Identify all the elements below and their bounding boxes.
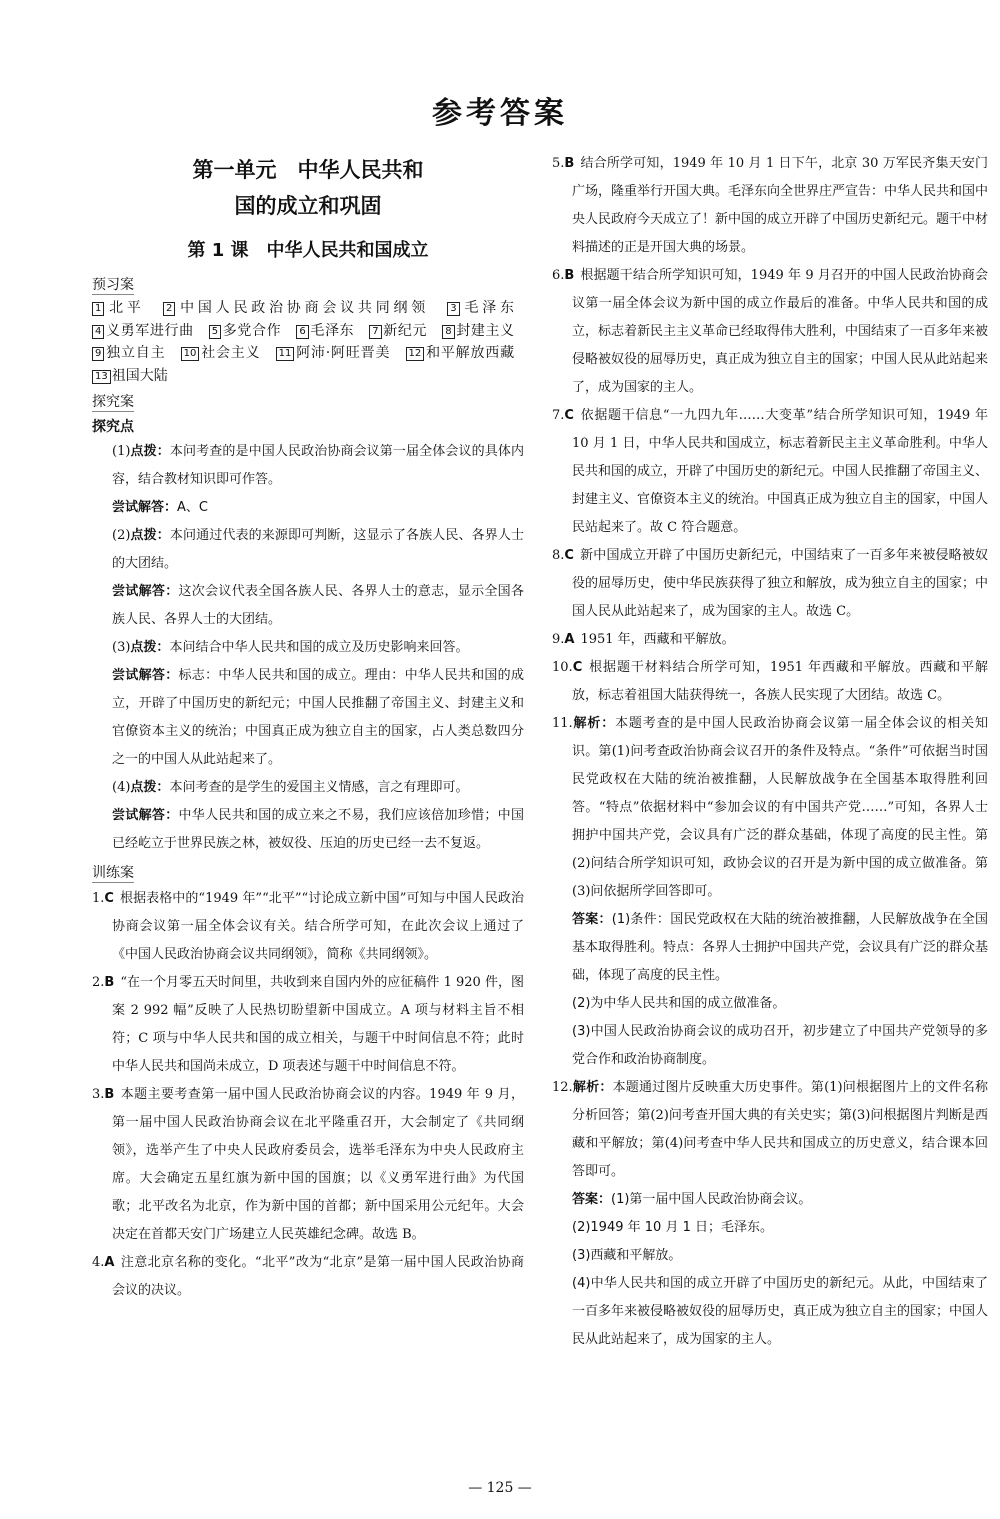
answer-label: 尝试解答： (112, 500, 178, 515)
item-number: 7. (552, 408, 565, 423)
unit-title (92, 152, 524, 224)
item-option: B (104, 975, 115, 990)
analysis-text: 本题通过图片反映重大历史事件。第(1)问根据图片上的文件名称分析回答；第(2)问考查开国大典的有关史实；第(3)问根据图片判断是西藏和平解放；第(4)问考查中华人民共和国成立的历史意义，结合课本回答即可。 (572, 1080, 988, 1179)
tip-label: 点拨： (130, 528, 170, 543)
train-heading: 训练案 (92, 862, 134, 883)
item-number: 8. (552, 548, 565, 563)
blank-number: 6 (296, 325, 308, 339)
blank-answer: 和平解放西藏 (425, 345, 515, 361)
item-number: 6. (552, 268, 565, 283)
item-text: “在一个月零五天时间里，共收到来自国内外的应征稿件 1 920 件，图案 2 992 幅”反映了人民热切盼望新中国成立。A 项与材料主旨不相符；C 项与中华人民共和国的成立相关，与题干中时间信息不符；此时中华人民共和国尚未成立，D 项表述与题干中时间信息不符。 (112, 975, 524, 1074)
analysis-label: 解析： (572, 716, 616, 731)
blank-number: 2 (163, 302, 175, 316)
blank-answer: 阿沛·阿旺晋美 (295, 345, 391, 361)
item-text: 注意北京名称的变化。“北平”改为“北京”是第一届中国人民政治协商会议的决议。 (112, 1255, 524, 1298)
tip-label: 点拨： (130, 444, 170, 459)
blank-answer: 祖国大陆 (111, 367, 168, 384)
blank-answer: 毛泽东 (460, 300, 514, 316)
q1-answer (92, 494, 524, 522)
blank-answer: 毛泽东 (309, 322, 355, 339)
preview-blanks (92, 297, 524, 387)
blank-item (92, 300, 145, 316)
blank-answer: 新纪元 (382, 322, 428, 339)
q11-answer-1 (552, 906, 988, 990)
item-option: C (572, 660, 583, 675)
q1-answer-text: A、C (177, 500, 208, 515)
item-number: 4. (92, 1255, 105, 1270)
blank-number: 1 (92, 302, 104, 316)
q3-answer-text: 标志：中华人民共和国的成立。理由：中华人民共和国的成立，开辟了中国历史的新纪元；中国人民推翻了帝国主义、封建主义和官僚资本主义的统治；中国真正成为独立自主的国家，占人类总数四分之一的中国人从此站起来了。 (112, 668, 524, 767)
q3-tip-text: 本问结合中华人民共和国的成立及历史影响来回答。 (169, 640, 469, 655)
answer-label: 答案： (572, 912, 612, 927)
blank-item (209, 323, 281, 339)
blank-number: 8 (442, 325, 454, 339)
blank-item (442, 323, 514, 339)
q12-answer-1 (552, 1186, 988, 1214)
item-text: 依据题干信息“一九四九年……大变革”结合所学知识可知，1949 年 10 月 1 日，中华人民共和国成立，标志着新民主主义革命胜利。中华人民共和国的成立，开辟了中国历史的新纪元。中国人民推翻了帝国主义、封建主义、官僚资本主义的统治。中国真正成为独立自主的国家，中国人民站起来了。故 C 符合题意。 (572, 408, 989, 535)
preview-heading: 预习案 (92, 274, 134, 295)
blank-number: 9 (92, 347, 104, 361)
answer-label: 答案： (572, 1192, 612, 1207)
q2-answer-text: 这次会议代表全国各族人民、各界人士的意志，显示全国各族人民、各界人士的大团结。 (112, 584, 524, 627)
q4-number: (4) (112, 780, 131, 795)
q12-answer-3: (3)西藏和平解放。 (572, 1248, 682, 1263)
blank-number: 4 (92, 325, 104, 339)
unit-title-line1: 第一单元 中华人民共和 (192, 158, 424, 182)
train-item-2 (92, 969, 524, 1081)
blank-number: 12 (406, 347, 425, 361)
blank-item (296, 323, 354, 339)
blank-number: 3 (447, 302, 459, 316)
q1-tip (92, 438, 524, 494)
right-column (552, 150, 988, 1354)
blank-item (276, 345, 391, 361)
item-number: 9. (552, 632, 565, 647)
train-item-6 (552, 262, 988, 402)
train-item-1 (92, 885, 524, 969)
page-title: 参考答案 (432, 96, 568, 131)
blank-number: 5 (209, 325, 221, 339)
train-item-7 (552, 402, 988, 542)
item-text: 本题主要考查第一届中国人民政治协商会议的内容。1949 年 9 月，第一届中国人民政治协商会议在北平隆重召开，大会制定了《共同纲领》，选举产生了中央人民政府委员会，选举毛泽东为中央人民政府主席。大会确定五星红旗为新中国的国旗；以《义勇军进行曲》为代国歌；北平改名为北京，作为新中国的首都；新中国采用公元纪年。大会决定在首都天安门广场建立人民英雄纪念碑。故选 B。 (112, 1087, 524, 1242)
blank-item (92, 368, 168, 384)
blank-answer: 多党合作 (222, 322, 282, 339)
unit-title-line2: 国的成立和巩固 (234, 194, 382, 218)
train-item-3 (92, 1081, 524, 1249)
item-option: C (564, 548, 574, 563)
q3-tip (92, 634, 524, 662)
lesson-title: 第 1 课 中华人民共和国成立 (187, 240, 429, 261)
item-text: 结合所学可知，1949 年 10 月 1 日下午，北京 30 万军民齐集天安门广场，隆重举行开国大典。毛泽东向全世界庄严宣告：中华人民共和国中央人民政府今天成立了！新中国的成立开辟了中国历史新纪元。题干中材料描述的正是开国大典的场景。 (572, 156, 989, 255)
blank-number: 10 (181, 347, 200, 361)
item-option: B (104, 1087, 115, 1102)
blank-number: 11 (276, 347, 295, 361)
item-option: B (564, 156, 575, 171)
blank-answer: 北平 (105, 300, 145, 316)
answer-text: (1)第一届中国人民政治协商会议。 (611, 1192, 812, 1207)
q4-answer (92, 802, 524, 858)
train-item-10 (552, 654, 988, 710)
tip-label: 点拨： (130, 780, 170, 795)
item-option: C (564, 408, 574, 423)
item-number: 5. (552, 156, 565, 171)
q1-number: (1) (112, 444, 131, 459)
blank-item (447, 300, 514, 316)
item-number: 3. (92, 1087, 105, 1102)
item-text: 根据表格中的“1949 年”“北平”“讨论成立新中国”可知与中国人民政治协商会议第一届全体会议有关。结合所学可知，在此次会议上通过了《中国人民政治协商会议共同纲领》，简称《共同纲领》。 (112, 891, 524, 962)
train-item-12 (552, 1074, 988, 1186)
blank-number: 7 (369, 325, 381, 339)
train-item-4 (92, 1249, 524, 1305)
explore-heading: 探究案 (92, 391, 134, 412)
blank-number: 13 (92, 370, 111, 384)
blank-answer: 义勇军进行曲 (105, 322, 194, 339)
item-text: 根据题干结合所学知识可知，1949 年 9 月召开的中国人民政治协商会议第一届全体会议为新中国的成立作最后的准备。中华人民共和国的成立，标志着新民主主义革命已经取得伟大胜利，中国结束了一百多年来被侵略被奴役的屈辱历史，真正成为独立自主的国家；中国人民从此站起来了，成为国家的主人。 (572, 268, 989, 395)
answer-label: 尝试解答： (112, 668, 179, 683)
blank-item (92, 345, 165, 361)
q11-answer-2: (2)为中华人民共和国的成立做准备。 (572, 996, 786, 1011)
train-item-11 (552, 710, 988, 906)
q4-answer-text: 中华人民共和国的成立来之不易，我们应该倍加珍惜；中国已经屹立于世界民族之林，被奴役、压迫的历史已经一去不复返。 (112, 808, 524, 851)
train-item-9 (552, 626, 988, 654)
blank-item (163, 300, 429, 316)
item-number: 1. (92, 891, 105, 906)
tip-label: 点拨： (130, 640, 170, 655)
answer-text: (1)条件：国民党政权在大陆的统治被推翻，人民解放战争在全国基本取得胜利。特点：各界人士拥护中国共产党，会议具有广泛的群众基础，体现了高度的民主性。 (572, 912, 989, 983)
q2-number: (2) (112, 528, 131, 543)
q2-tip-text: 本问通过代表的来源即可判断，这显示了各族人民、各界人士的大团结。 (112, 528, 524, 571)
q12-answer-2: (2)1949 年 10 月 1 日；毛泽东。 (572, 1220, 773, 1235)
blank-answer: 社会主义 (200, 345, 261, 361)
item-number: 11. (552, 716, 573, 731)
analysis-label: 解析： (572, 1080, 613, 1095)
item-option: C (104, 891, 114, 906)
train-item-5 (552, 150, 988, 262)
q4-tip (92, 774, 524, 802)
blank-item (181, 345, 261, 361)
blank-item (369, 323, 427, 339)
item-text: 根据题干材料结合所学可知，1951 年西藏和平解放。西藏和平解放，标志着祖国大陆获得统一，各族人民实现了大团结。故选 C。 (572, 660, 988, 703)
answer-label: 尝试解答： (112, 584, 179, 599)
q2-answer (92, 578, 524, 634)
answer-label: 尝试解答： (112, 808, 179, 823)
analysis-text: 本题考查的是中国人民政治协商会议第一届全体会议的相关知识。第(1)问考查政治协商会议召开的条件及特点。“条件”可依据当时国民党政权在大陆的统治被推翻，人民解放战争在全国基本取得胜利回答。“特点”依据材料中“参加会议的有中国共产党……”可知，各界人士拥护中国共产党，会议具有广泛的群众基础，体现了高度的民主性。第(2)问结合所学知识可知，政协会议的召开是为新中国的成立做准备。第(3)问依据所学回答即可。 (572, 716, 988, 899)
item-option: A (104, 1255, 115, 1270)
blank-answer: 独立自主 (105, 345, 166, 361)
page-number: — 125 — (468, 1480, 532, 1496)
item-text: 1951 年，西藏和平解放。 (580, 632, 735, 647)
item-text: 新中国成立开辟了中国历史新纪元，中国结束了一百多年来被侵略被奴役的屈辱历史，使中华民族获得了独立和解放，成为独立自主的国家；中国人民从此站起来了，成为国家的主人。故选 C。 (572, 548, 989, 619)
blank-answer: 封建主义 (455, 322, 515, 339)
explore-subheading: 探究点 (92, 419, 134, 435)
blank-item (92, 323, 194, 339)
blank-answer: 中国人民政治协商会议共同纲领 (176, 300, 430, 316)
q4-tip-text: 本问考查的是学生的爱国主义情感，言之有理即可。 (169, 780, 469, 795)
item-number: 2. (92, 975, 105, 990)
q11-answer-3: (3)中国人民政治协商会议的成功召开，初步建立了中国共产党领导的多党合作和政治协商制度。 (572, 1024, 988, 1067)
q1-tip-text: 本问考查的是中国人民政治协商会议第一届全体会议的具体内容，结合教材知识即可作答。 (112, 444, 524, 487)
item-option: B (564, 268, 575, 283)
item-option: A (564, 632, 575, 647)
q3-answer (92, 662, 524, 774)
item-number: 12. (552, 1080, 573, 1095)
q2-tip (92, 522, 524, 578)
blank-item (406, 345, 515, 361)
train-item-8 (552, 542, 988, 626)
left-column (92, 150, 524, 1305)
q3-number: (3) (112, 640, 131, 655)
item-number: 10. (552, 660, 573, 675)
q12-answer-4: (4)中华人民共和国的成立开辟了中国历史的新纪元。从此，中国结束了一百多年来被侵略被奴役的屈辱历史，真正成为独立自主的国家；中国人民从此站起来了，成为国家的主人。 (572, 1276, 989, 1347)
